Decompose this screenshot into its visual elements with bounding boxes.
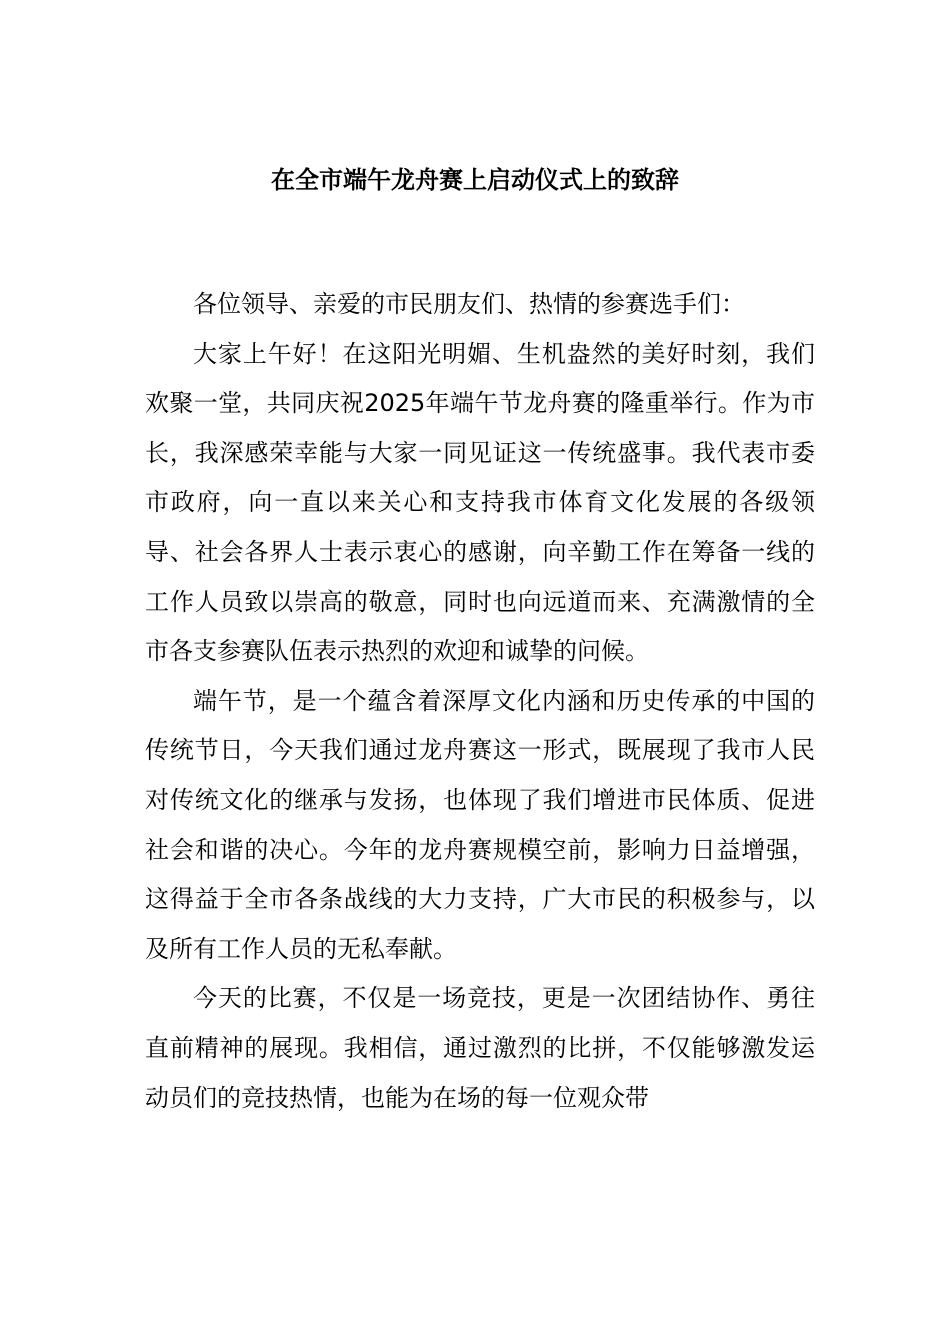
paragraph-greeting: 大家上午好！在这阳光明媚、生机盎然的美好时刻，我们欢聚一堂，共同庆祝2025年端午节龙舟赛的隆重举行。作为市长，我深感荣幸能与大家一同见证这一传统盛事。我代表市委市政府，向一直以来关心和支持我市体育文化发展的各级领导、社会各界人士表示衷心的感谢，向辛勤工作在筹备一线的工作人员致以崇高的敬意，同时也向远道而来、充满激情的全市各支参赛队伍表示热烈的欢迎和诚挚的问候。	[145, 339, 815, 666]
document-title: 在全市端午龙舟赛上启动仪式上的致辞	[271, 166, 679, 194]
document-body	[145, 280, 815, 1123]
paragraph-competition: 今天的比赛，不仅是一场竞技，更是一次团结协作、勇往直前精神的展现。我相信，通过激烈的比拼，不仅能够激发运动员们的竞技热情，也能为在场的每一位观众带	[145, 984, 815, 1112]
paragraph-salutation: 各位领导、亲爱的市民朋友们、热情的参赛选手们：	[193, 290, 745, 318]
paragraph-dragon-boat-festival: 端午节，是一个蕴含着深厚文化内涵和历史传承的中国的传统节日，今天我们通过龙舟赛这一形式，既展现了我市人民对传统文化的继承与发扬，也体现了我们增进市民体质、促进社会和谐的决心。今年的龙舟赛规模空前，影响力日益增强，这得益于全市各条战线的大力支持，广大市民的积极参与，以及所有工作人员的无私奉献。	[145, 686, 815, 963]
